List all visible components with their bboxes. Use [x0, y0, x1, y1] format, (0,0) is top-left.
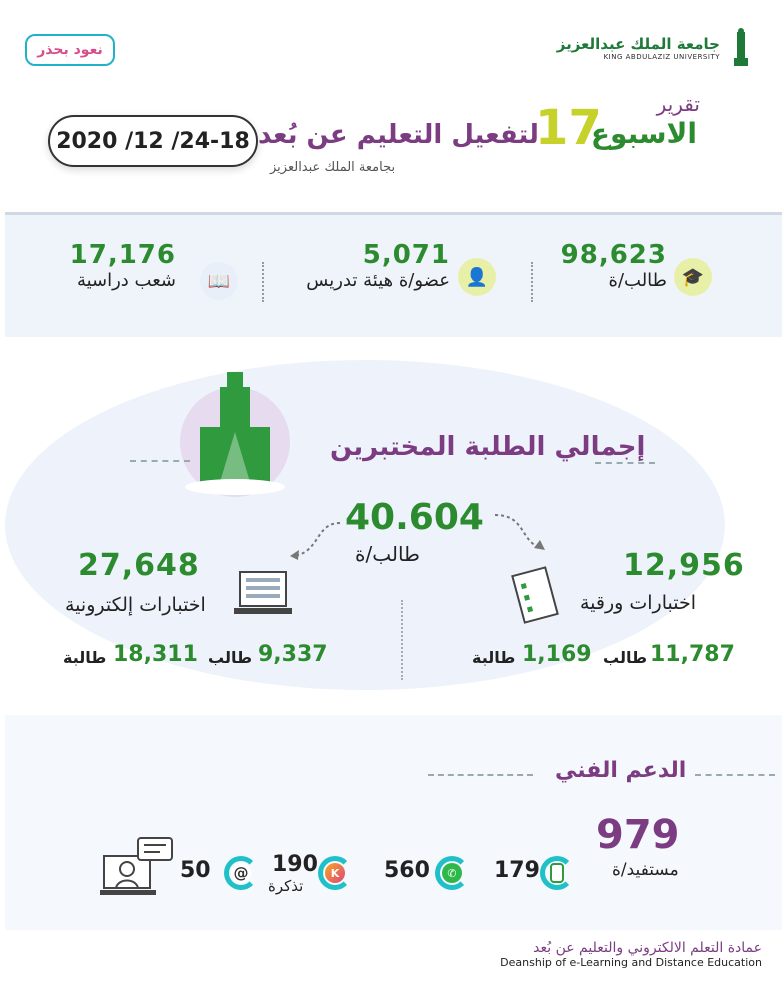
sections-count: 17,176 [69, 240, 176, 270]
divider [428, 774, 533, 776]
arrow-right-icon [490, 510, 550, 555]
paper-exams-count: 12,956 [623, 548, 745, 583]
support-title: الدعم الفني [555, 758, 687, 783]
faculty-count: 5,071 [362, 240, 450, 270]
university-name-ar: جامعة الملك عبدالعزيز [556, 35, 720, 53]
divider [401, 600, 403, 680]
support-total-label: مستفيد/ة [612, 860, 679, 880]
graduation-cap-icon: 🎓 [674, 258, 712, 296]
badge [25, 34, 115, 66]
ticket-system-icon: K [325, 863, 345, 883]
divider [262, 262, 264, 302]
faculty-stat [306, 240, 450, 291]
electronic-male-count: 9,337 [258, 642, 328, 667]
whatsapp-icon: ✆ [442, 863, 462, 883]
electronic-male-label: طالب [208, 648, 253, 667]
email-icon: @ [231, 863, 251, 883]
tested-total-label: طالب/ة [355, 542, 420, 566]
week-number: 17 [535, 100, 602, 156]
paper-female-label: طالبة [472, 648, 516, 667]
badge-label: نعود بحذر [37, 42, 103, 58]
students-label: طالب/ة [608, 270, 667, 291]
phone-icon [550, 863, 564, 883]
report-label: تقرير [656, 92, 700, 116]
arrow-left-icon [285, 518, 345, 563]
footer [500, 940, 762, 969]
electronic-exams-count: 27,648 [78, 548, 200, 583]
tower-logo-icon [730, 28, 752, 68]
tested-title: إجمالي الطلبة المختبرين [330, 432, 646, 462]
divider [695, 774, 775, 776]
electronic-female-label: طالبة [63, 648, 107, 667]
book-icon: 📖 [200, 262, 238, 300]
subtitle: بجامعة الملك عبدالعزيز [270, 160, 396, 175]
paper-male-label: طالب [603, 648, 648, 667]
email-count: 50 [180, 858, 211, 883]
week-label: الاسبوع [590, 117, 697, 150]
paper-female-count: 1,169 [522, 642, 592, 667]
phone-ring [540, 856, 574, 890]
phone-count: 179 [494, 858, 540, 883]
electronic-exams-label: اختبارات إلكترونية [65, 594, 206, 616]
whatsapp-count: 560 [384, 858, 430, 883]
title-tail: لتفعيل التعليم عن بُعد [258, 120, 539, 150]
footer-en: Deanship of e-Learning and Distance Education [500, 956, 762, 969]
students-count: 98,623 [560, 240, 667, 270]
tested-total: 40.604 [345, 497, 484, 538]
email-ring [224, 856, 258, 890]
university-name-en: KING ABDULAZIZ UNIVERSITY [603, 53, 720, 61]
paper-checklist-icon [510, 565, 560, 625]
ticket-ring [318, 856, 352, 890]
faculty-label: عضو/ة هيئة تدريس [306, 270, 450, 291]
support-total: 979 [596, 812, 680, 858]
university-logo [557, 28, 752, 68]
whatsapp-ring [435, 856, 469, 890]
support-agent-icon [100, 836, 175, 898]
divider [531, 262, 533, 302]
electronic-female-count: 18,311 [113, 642, 198, 667]
university-tower-icon [175, 372, 295, 497]
divider [130, 460, 190, 462]
laptop-icon [232, 568, 294, 620]
footer-ar: عمادة التعلم الالكتروني والتعليم عن بُعد [533, 940, 762, 956]
sections-stat [70, 240, 176, 291]
date-pill [48, 115, 258, 167]
date-range: 2020 /12 /24-18 [56, 128, 250, 154]
paper-male-count: 11,787 [650, 642, 735, 667]
students-stat [561, 240, 667, 291]
ticket-label: تذكرة [268, 877, 304, 895]
teacher-icon: 👤 [458, 258, 496, 296]
ticket-count: 190 [272, 852, 318, 877]
paper-exams-label: اختبارات ورقية [580, 592, 697, 614]
divider [595, 462, 655, 464]
sections-label: شعب دراسية [76, 270, 176, 291]
